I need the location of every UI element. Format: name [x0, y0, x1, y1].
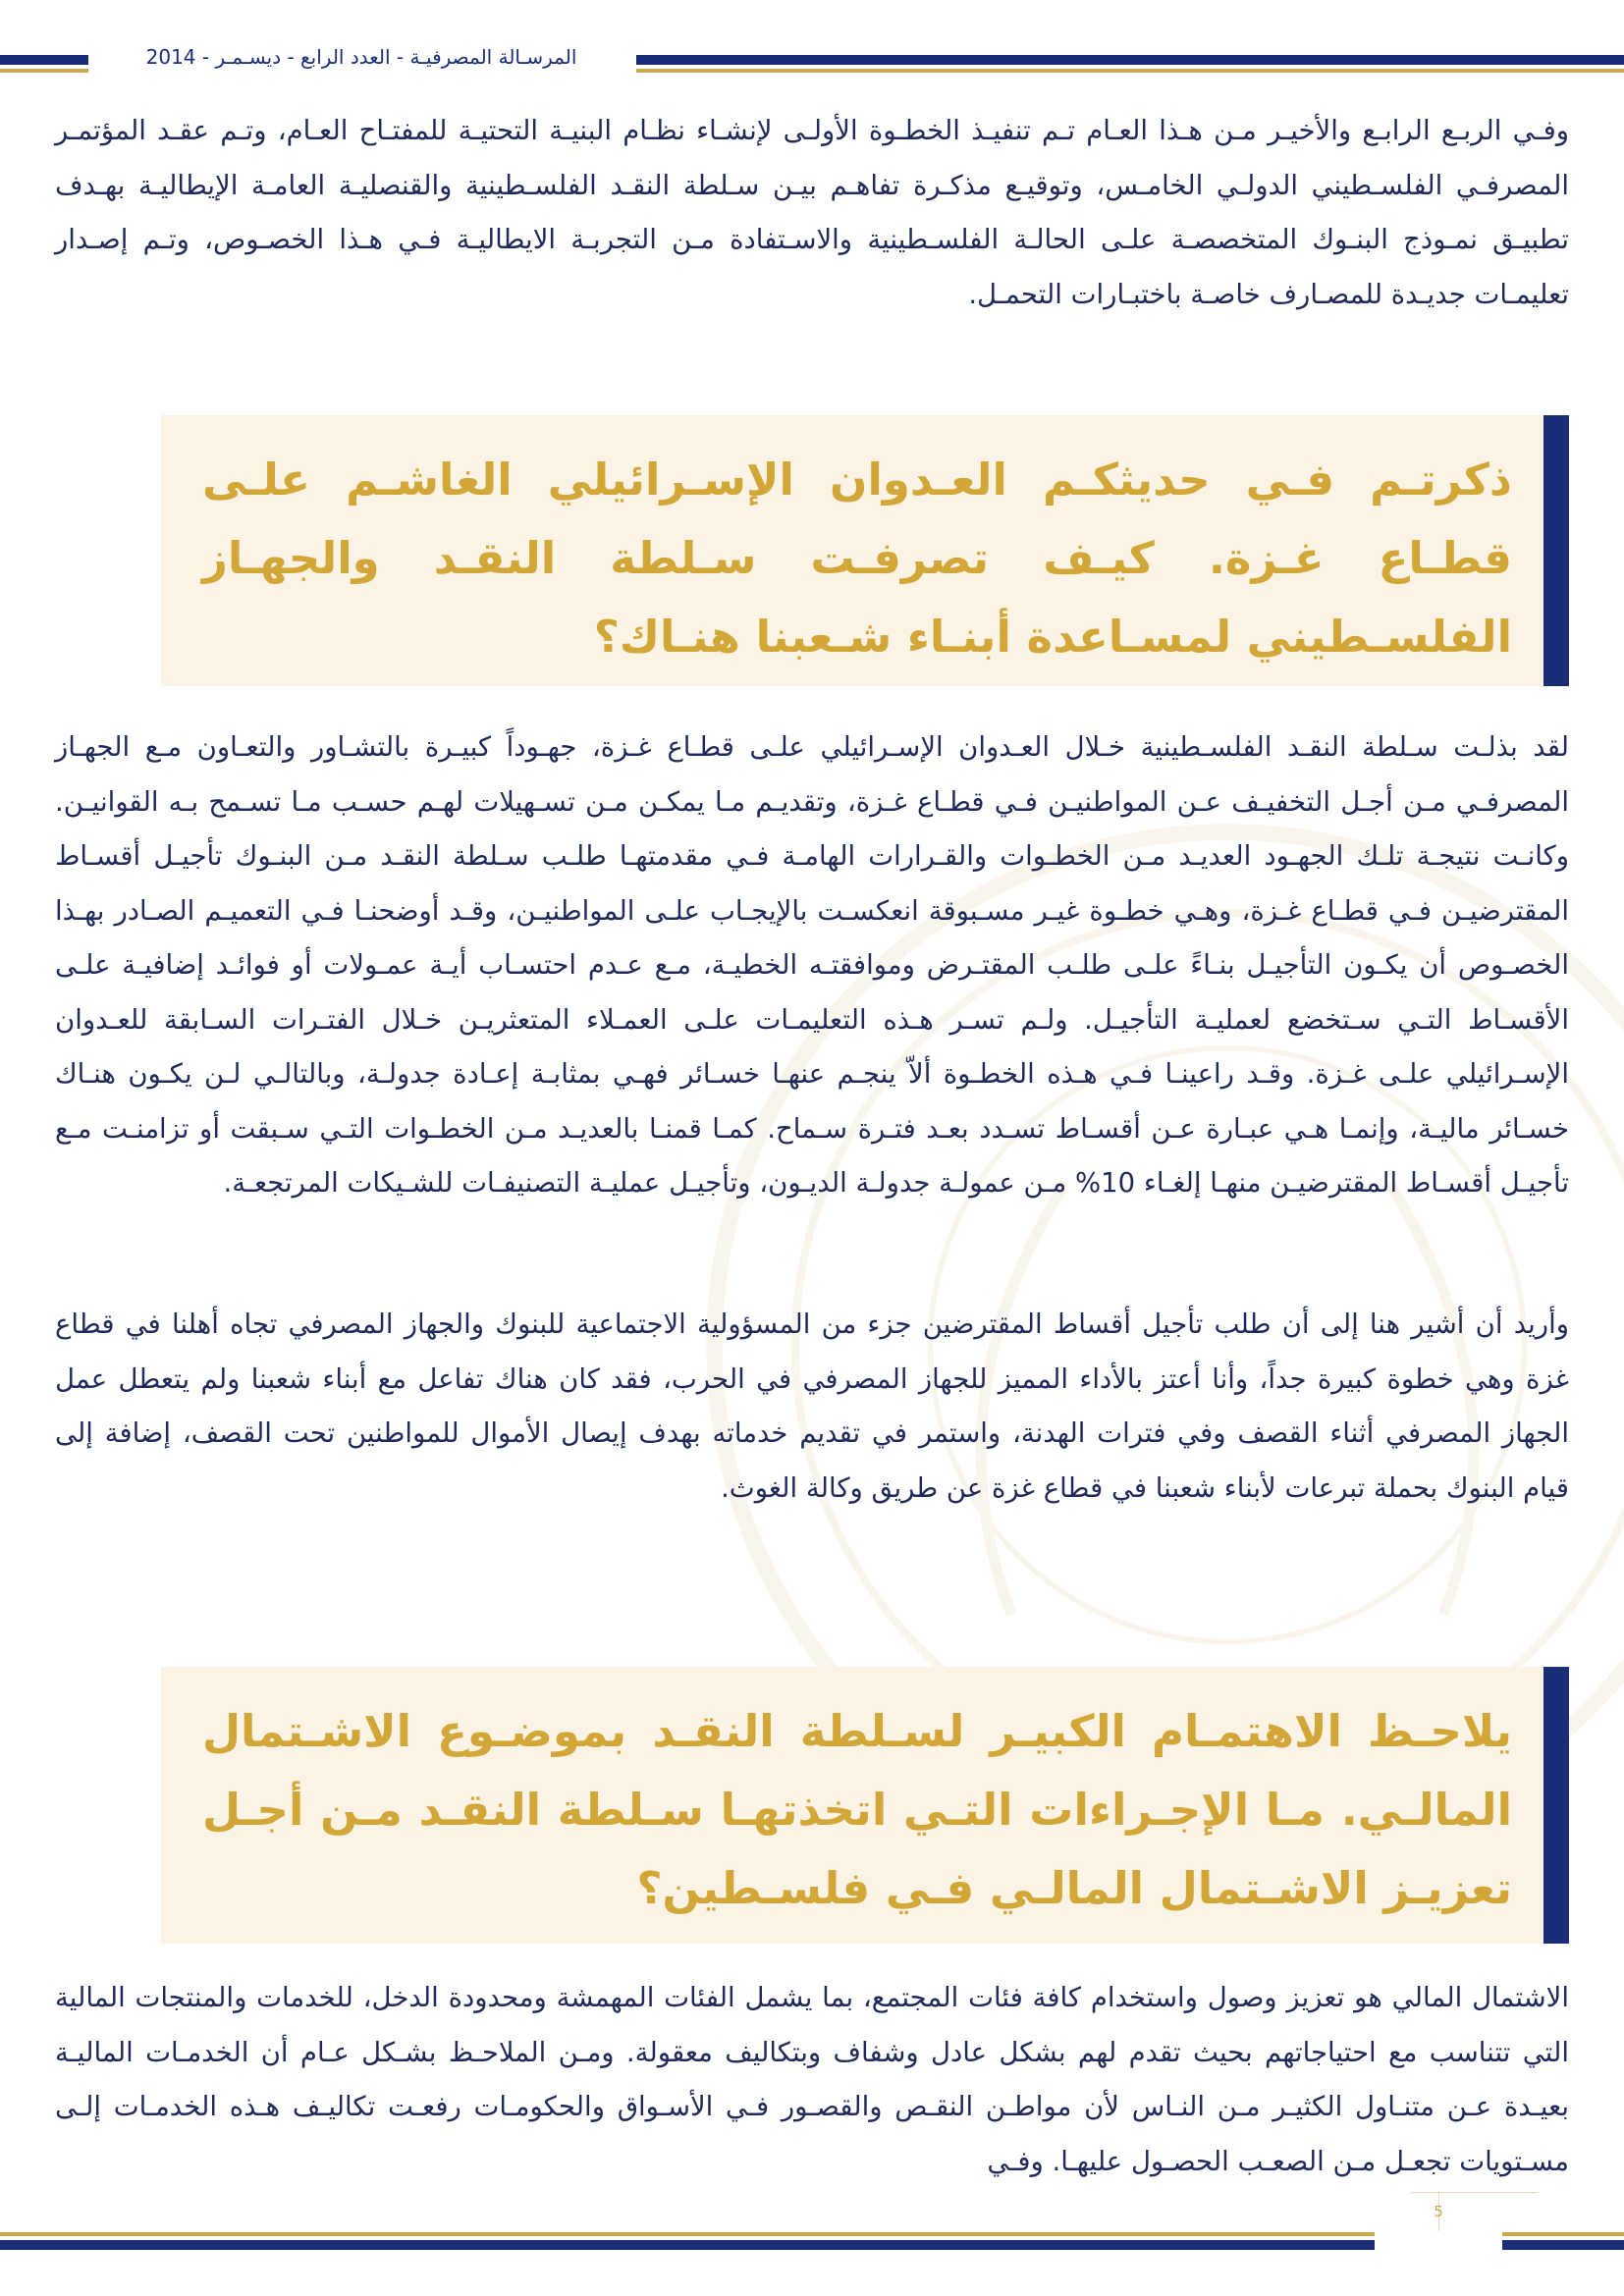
question-box-2 [161, 1667, 1569, 1944]
answer-2-paragraph: الاشتمال المالي هو تعزيز وصول واستخدام كافة فئات المجتمع، بما يشمل الفئات المهمشة ومحدودة الدخل، للخدمات والمنتجات المالية التي تتناسب مع احتياجاتهم بحيث تقدم لهم بشكل عادل وشفاف وبتكاليف معقولة. ومـن الملاحـظ بشـكل عـام أن الخدمـات الماليـة بعيـدة عـن متنـاول الكثيـر مـن النـاس لأن مواطـن النقـص والقصـور فـي الأسـواق والحكومـات رفعـت تكاليـف هـذه الخدمـات إلـى مسـتويات تجعـل مـن الصعـب الحصـول عليهـا. وفـي [55, 1982, 1569, 2177]
answer-1-paragraph-2: وأريد أن أشير هنا إلى أن طلب تأجيل أقساط المقترضين جزء من المسؤولية الاجتماعية للبنوك والجهاز المصرفي تجاه أهلنا في قطاع غزة وهي خطوة كبيرة جداً، وأنا أعتز بالأداء المميز للجهاز المصرفي في الحرب، فقد كان هناك تفاعل مع أبناء شعبنا ولم يتعطل عمل الجهاز المصرفي أثناء القصف وفي فترات الهدنة، واستمر في تقديم خدماته بهدف إيصال الأموال للمواطنين تحت القصف، إضافة إلى قيام البنوك بحملة تبرعات لأبناء شعبنا في قطاع غزة عن طريق وكالة الغوث. [55, 1308, 1569, 1504]
page-number-divider [1410, 2192, 1538, 2193]
question-accent-bar [1543, 415, 1569, 686]
intro-paragraph: وفـي الربـع الرابـع والأخيـر مـن هـذا العـام تـم تنفيـذ الخطـوة الأولـى لإنشـاء نظـام البنيـة التحتيـة للمفتـاح العـام، وتـم عقـد المؤتمـر المصرفـي الفلسـطيني الدولـي الخامـس، وتوقيـع مذكـرة تفاهـم بيـن سـلطة النقـد الفلسـطينية والقنصليـة العامـة الإيطاليـة بهـدف تطبيـق نمـوذج البنـوك المتخصصـة علـى الحالـة الفلسـطينية والاسـتفادة مـن التجربـة الايطاليـة فـي هـذا الخصـوص، وتـم إصـدار تعليمـات جديـدة للمصـارف خاصـة باختبـارات التحمـل. [55, 115, 1569, 310]
footer-rule-left [0, 2232, 1375, 2250]
question-2-text: يلاحـظ الاهتمـام الكبيـر لسـلطة النقـد بموضـوع الاشـتمال المالـي. مـا الإجـراءات التـي اتخذتهـا سـلطة النقـد مـن أجـل تعزيـز الاشـتمال المالـي فـي فلسـطين؟ [202, 1705, 1512, 1914]
page-number: 5 [1434, 2203, 1443, 2220]
answer-1-paragraph-1: لقد بذلـت سـلطة النقـد الفلسـطينية خـلال العـدوان الإسـرائيلي علـى قطـاع غـزة، جهـوداً كبيـرة بالتشـاور والتعـاون مـع الجهـاز المصرفـي مـن أجـل التخفيـف عـن المواطنيـن فـي قطـاع غـزة، وتقديـم مـا يمكـن مـن تسـهيلات لهـم حسـب مـا تسـمح بـه القوانيـن. وكانـت نتيجـة تلـك الجهـود العديـد مـن الخطـوات والقـرارات الهامـة فـي مقدمتهـا طلـب سـلطة النقـد مـن البنـوك تأجيـل أقسـاط المقترضيـن فـي قطـاع غـزة، وهـي خطـوة غيـر مسـبوقة انعكسـت بالإيجـاب علـى المواطنيـن، وقـد أوضحنـا فـي التعميـم الصـادر بهـذا الخصـوص أن يكـون التأجيـل بنـاءً علـى طلـب المقتـرض وموافقتـه الخطيـة، مـع عـدم احتسـاب أيـة عمـولات أو فوائـد إضافيـة علـى الأقسـاط التـي سـتخضع لعمليـة التأجيـل. ولـم تسـر هـذه التعليمـات علـى العمـلاء المتعثريـن خـلال الفتـرات السـابقة للعـدوان الإسـرائيلي علـى غـزة. وقـد راعينـا فـي هـذه الخطـوة ألاّ ينجـم عنهـا خسـائر فهـي بمثابـة إعـادة جدولـة، وبالتالـي لـن يكـون هنـاك خسـائر ماليـة، وإنمـا هـي عبـارة عـن أقسـاط تسـدد بعـد فتـرة سـماح. كمـا قمنـا بالعديـد مـن الخطـوات التـي سـبقت أو تزامنـت مـع تأجيـل أقسـاط المقترضيـن منهـا إلغـاء 10% مـن عمولـة جدولـة الديـون، وتأجيـل عمليـة التصنيفـات للشـيكات المرتجعـة. [55, 731, 1569, 1199]
question-1-text: ذكرتـم فـي حديثكـم العـدوان الإسـرائيلي الغاشـم علـى قطـاع غـزة. كيـف تصرفـت سـلطة النقـد والجهـاز الفلسـطيني لمسـاعدة أبنـاء شـعبنا هنـاك؟ [202, 454, 1512, 663]
question-box-1 [161, 415, 1569, 686]
question-accent-bar [1543, 1667, 1569, 1944]
header-rule-right [636, 55, 1624, 73]
footer-rule-right [1502, 2232, 1624, 2250]
running-header: المرسـالة المصرفيـة - العدد الرابع - ديسـمـر - 2014 [145, 45, 577, 69]
header-rule-left [0, 55, 88, 73]
